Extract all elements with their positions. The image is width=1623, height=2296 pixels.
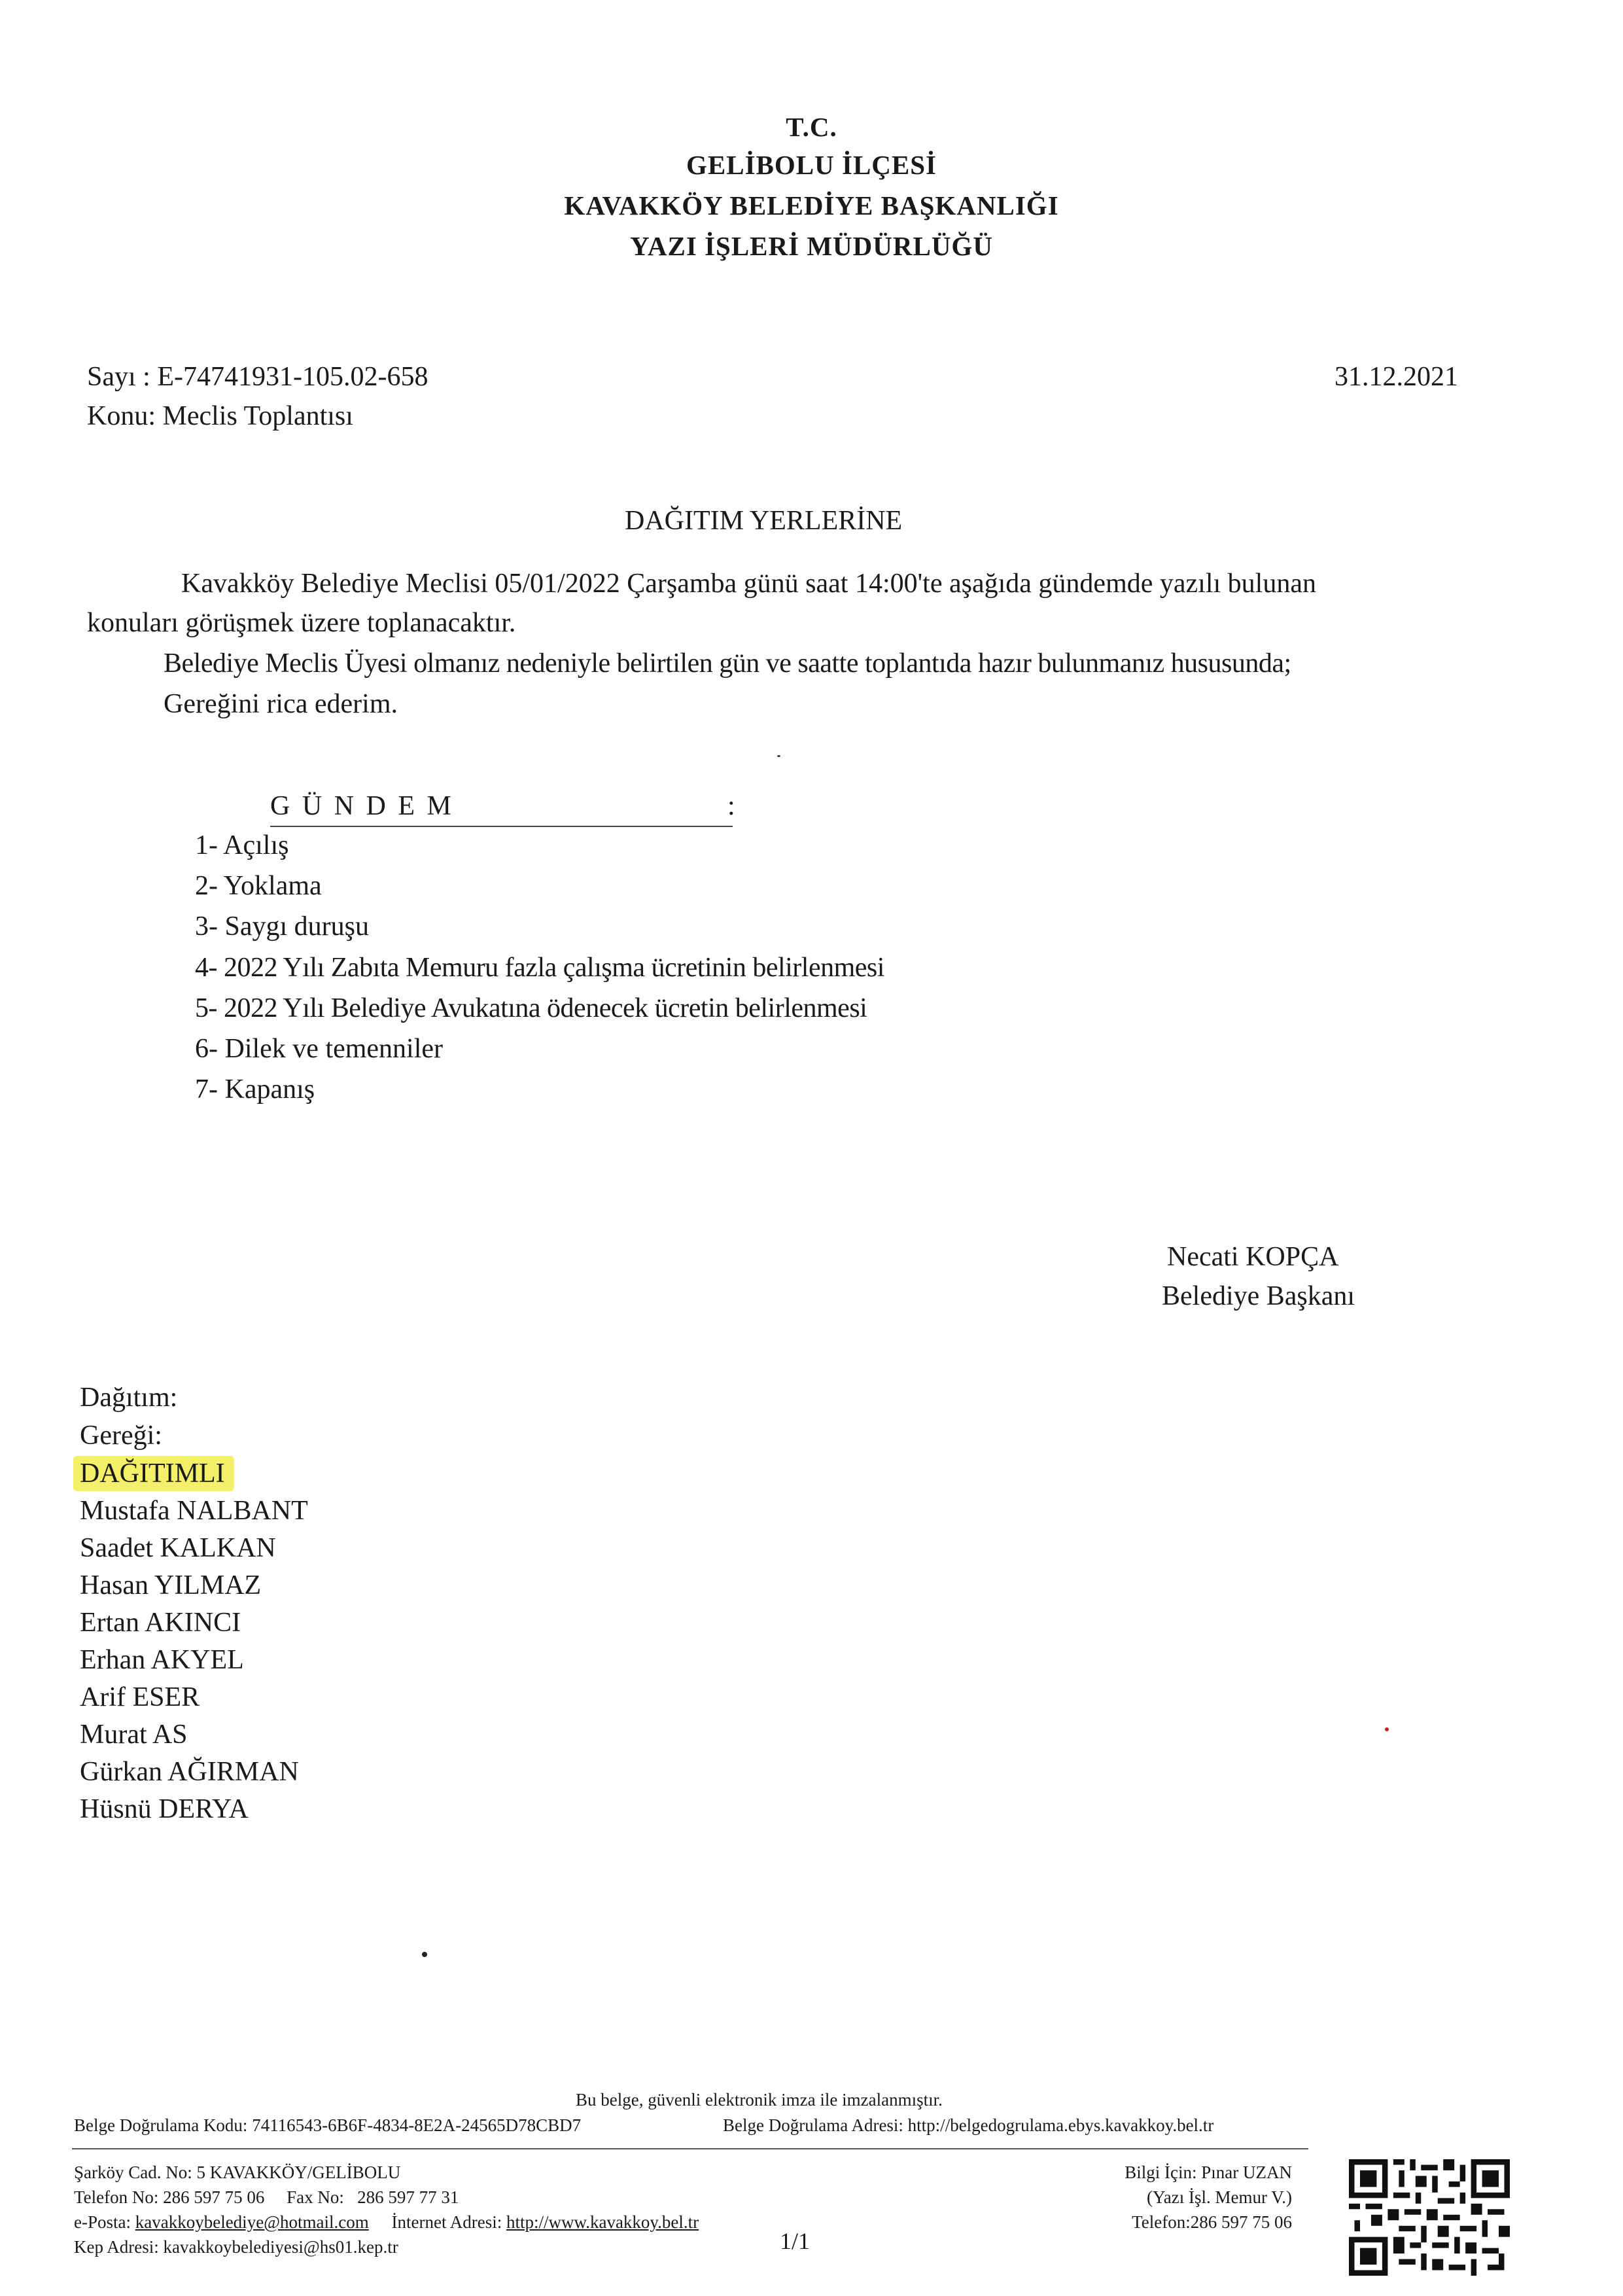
esign-notice: Bu belge, güvenli elektronik imza ile imzalanmıştır. xyxy=(576,2090,943,2110)
agenda-title-underline-start xyxy=(270,826,460,827)
body-closing: Gereğini rica ederim. xyxy=(164,689,398,719)
distribution-name: Ertan AKINCI xyxy=(80,1608,241,1638)
distribution-label: Dağıtım: xyxy=(80,1383,178,1413)
agenda-title-underline xyxy=(458,826,733,827)
distribution-name: Murat AS xyxy=(80,1720,188,1750)
distribution-name: Hüsnü DERYA xyxy=(80,1794,249,1824)
verification-address: Belge Doğrulama Adresi: http://belgedogrulama.ebys.kavakkoy.bel.tr xyxy=(723,2115,1214,2135)
header-district: GELİBOLU İLÇESİ xyxy=(686,150,937,180)
footer-address: Şarköy Cad. No: 5 KAVAKKÖY/GELİBOLU xyxy=(74,2163,401,2182)
scan-speck xyxy=(777,755,780,757)
page-number: 1/1 xyxy=(780,2228,811,2254)
web-label: İnternet Adresi: xyxy=(391,2212,502,2232)
document-number: Sayı : E-74741931-105.02-658 xyxy=(87,362,428,392)
agenda-item: 6- Dilek ve temenniler xyxy=(195,1034,444,1064)
distribution-geregi: Gereği: xyxy=(80,1421,162,1451)
document-date: 31.12.2021 xyxy=(1335,362,1458,392)
agenda-item: 5- 2022 Yılı Belediye Avukatına ödenecek ücretin belirlenmesi xyxy=(195,993,867,1023)
agenda-item: 1- Açılış xyxy=(195,830,289,860)
distribution-name: Hasan YILMAZ xyxy=(80,1570,262,1600)
web-link[interactable]: http://www.kavakkoy.bel.tr xyxy=(506,2212,699,2232)
distribution-name: Arif ESER xyxy=(80,1682,200,1712)
body-paragraph-2: Belediye Meclis Üyesi olmanız nedeniyle belirtilen gün ve saatte toplantıda hazır bulunmanız hususunda; xyxy=(164,648,1291,679)
agenda-item: 7- Kapanış xyxy=(195,1074,315,1104)
header-tc: T.C. xyxy=(786,112,837,142)
distribution-highlight-marker: DAĞITIMLI xyxy=(73,1456,234,1491)
footer-phone-fax: Telefon No: 286 597 75 06 Fax No: 286 597 77 31 xyxy=(74,2187,459,2207)
email-label: e-Posta: xyxy=(74,2212,131,2232)
signatory-title: Belediye Başkanı xyxy=(1162,1281,1355,1311)
agenda-title: G Ü N D E M xyxy=(270,791,454,821)
distribution-name: Gürkan AĞIRMAN xyxy=(80,1757,299,1787)
distribution-name: Erhan AKYEL xyxy=(80,1645,244,1675)
verification-code: Belge Doğrulama Kodu: 74116543-6B6F-4834-8E2A-24565D78CBD7 xyxy=(74,2115,582,2135)
recipient-heading: DAĞITIM YERLERİNE xyxy=(625,506,903,536)
body-paragraph-1-line-2: konuları görüşmek üzere toplanacaktır. xyxy=(87,608,516,638)
qr-code-icon xyxy=(1349,2159,1510,2276)
contact-phone: Telefon:286 597 75 06 xyxy=(1132,2212,1292,2232)
distribution-name: Saadet KALKAN xyxy=(80,1533,276,1563)
footer-email-web xyxy=(74,2212,699,2233)
agenda-colon: : xyxy=(727,791,735,821)
agenda-item: 4- 2022 Yılı Zabıta Memuru fazla çalışma ücretinin belirlenmesi xyxy=(195,953,884,983)
scan-speck xyxy=(422,1952,427,1957)
signatory-name: Necati KOPÇA xyxy=(1167,1242,1339,1272)
contact-person: Bilgi İçin: Pınar UZAN xyxy=(1125,2163,1292,2182)
agenda-item: 3- Saygı duruşu xyxy=(195,911,369,942)
email-link[interactable]: kavakkoybelediye@hotmail.com xyxy=(135,2212,369,2232)
contact-role: (Yazı İşl. Memur V.) xyxy=(1146,2187,1292,2207)
header-department: YAZI İŞLERİ MÜDÜRLÜĞÜ xyxy=(630,231,993,261)
distribution-name: Mustafa NALBANT xyxy=(80,1496,308,1526)
document-subject: Konu: Meclis Toplantısı xyxy=(87,401,353,431)
scan-speck xyxy=(1385,1727,1389,1731)
body-paragraph-1-line-1: Kavakköy Belediye Meclisi 05/01/2022 Çarşamba günü saat 14:00'te aşağıda gündemde yazılı bulunan xyxy=(181,569,1316,599)
header-municipality: KAVAKKÖY BELEDİYE BAŞKANLIĞI xyxy=(564,190,1059,221)
distribution-highlighted xyxy=(80,1458,234,1489)
agenda-item: 2- Yoklama xyxy=(195,871,322,901)
footer-divider xyxy=(72,2148,1308,2149)
footer-kep: Kep Adresi: kavakkoybelediyesi@hs01.kep.tr xyxy=(74,2237,398,2257)
